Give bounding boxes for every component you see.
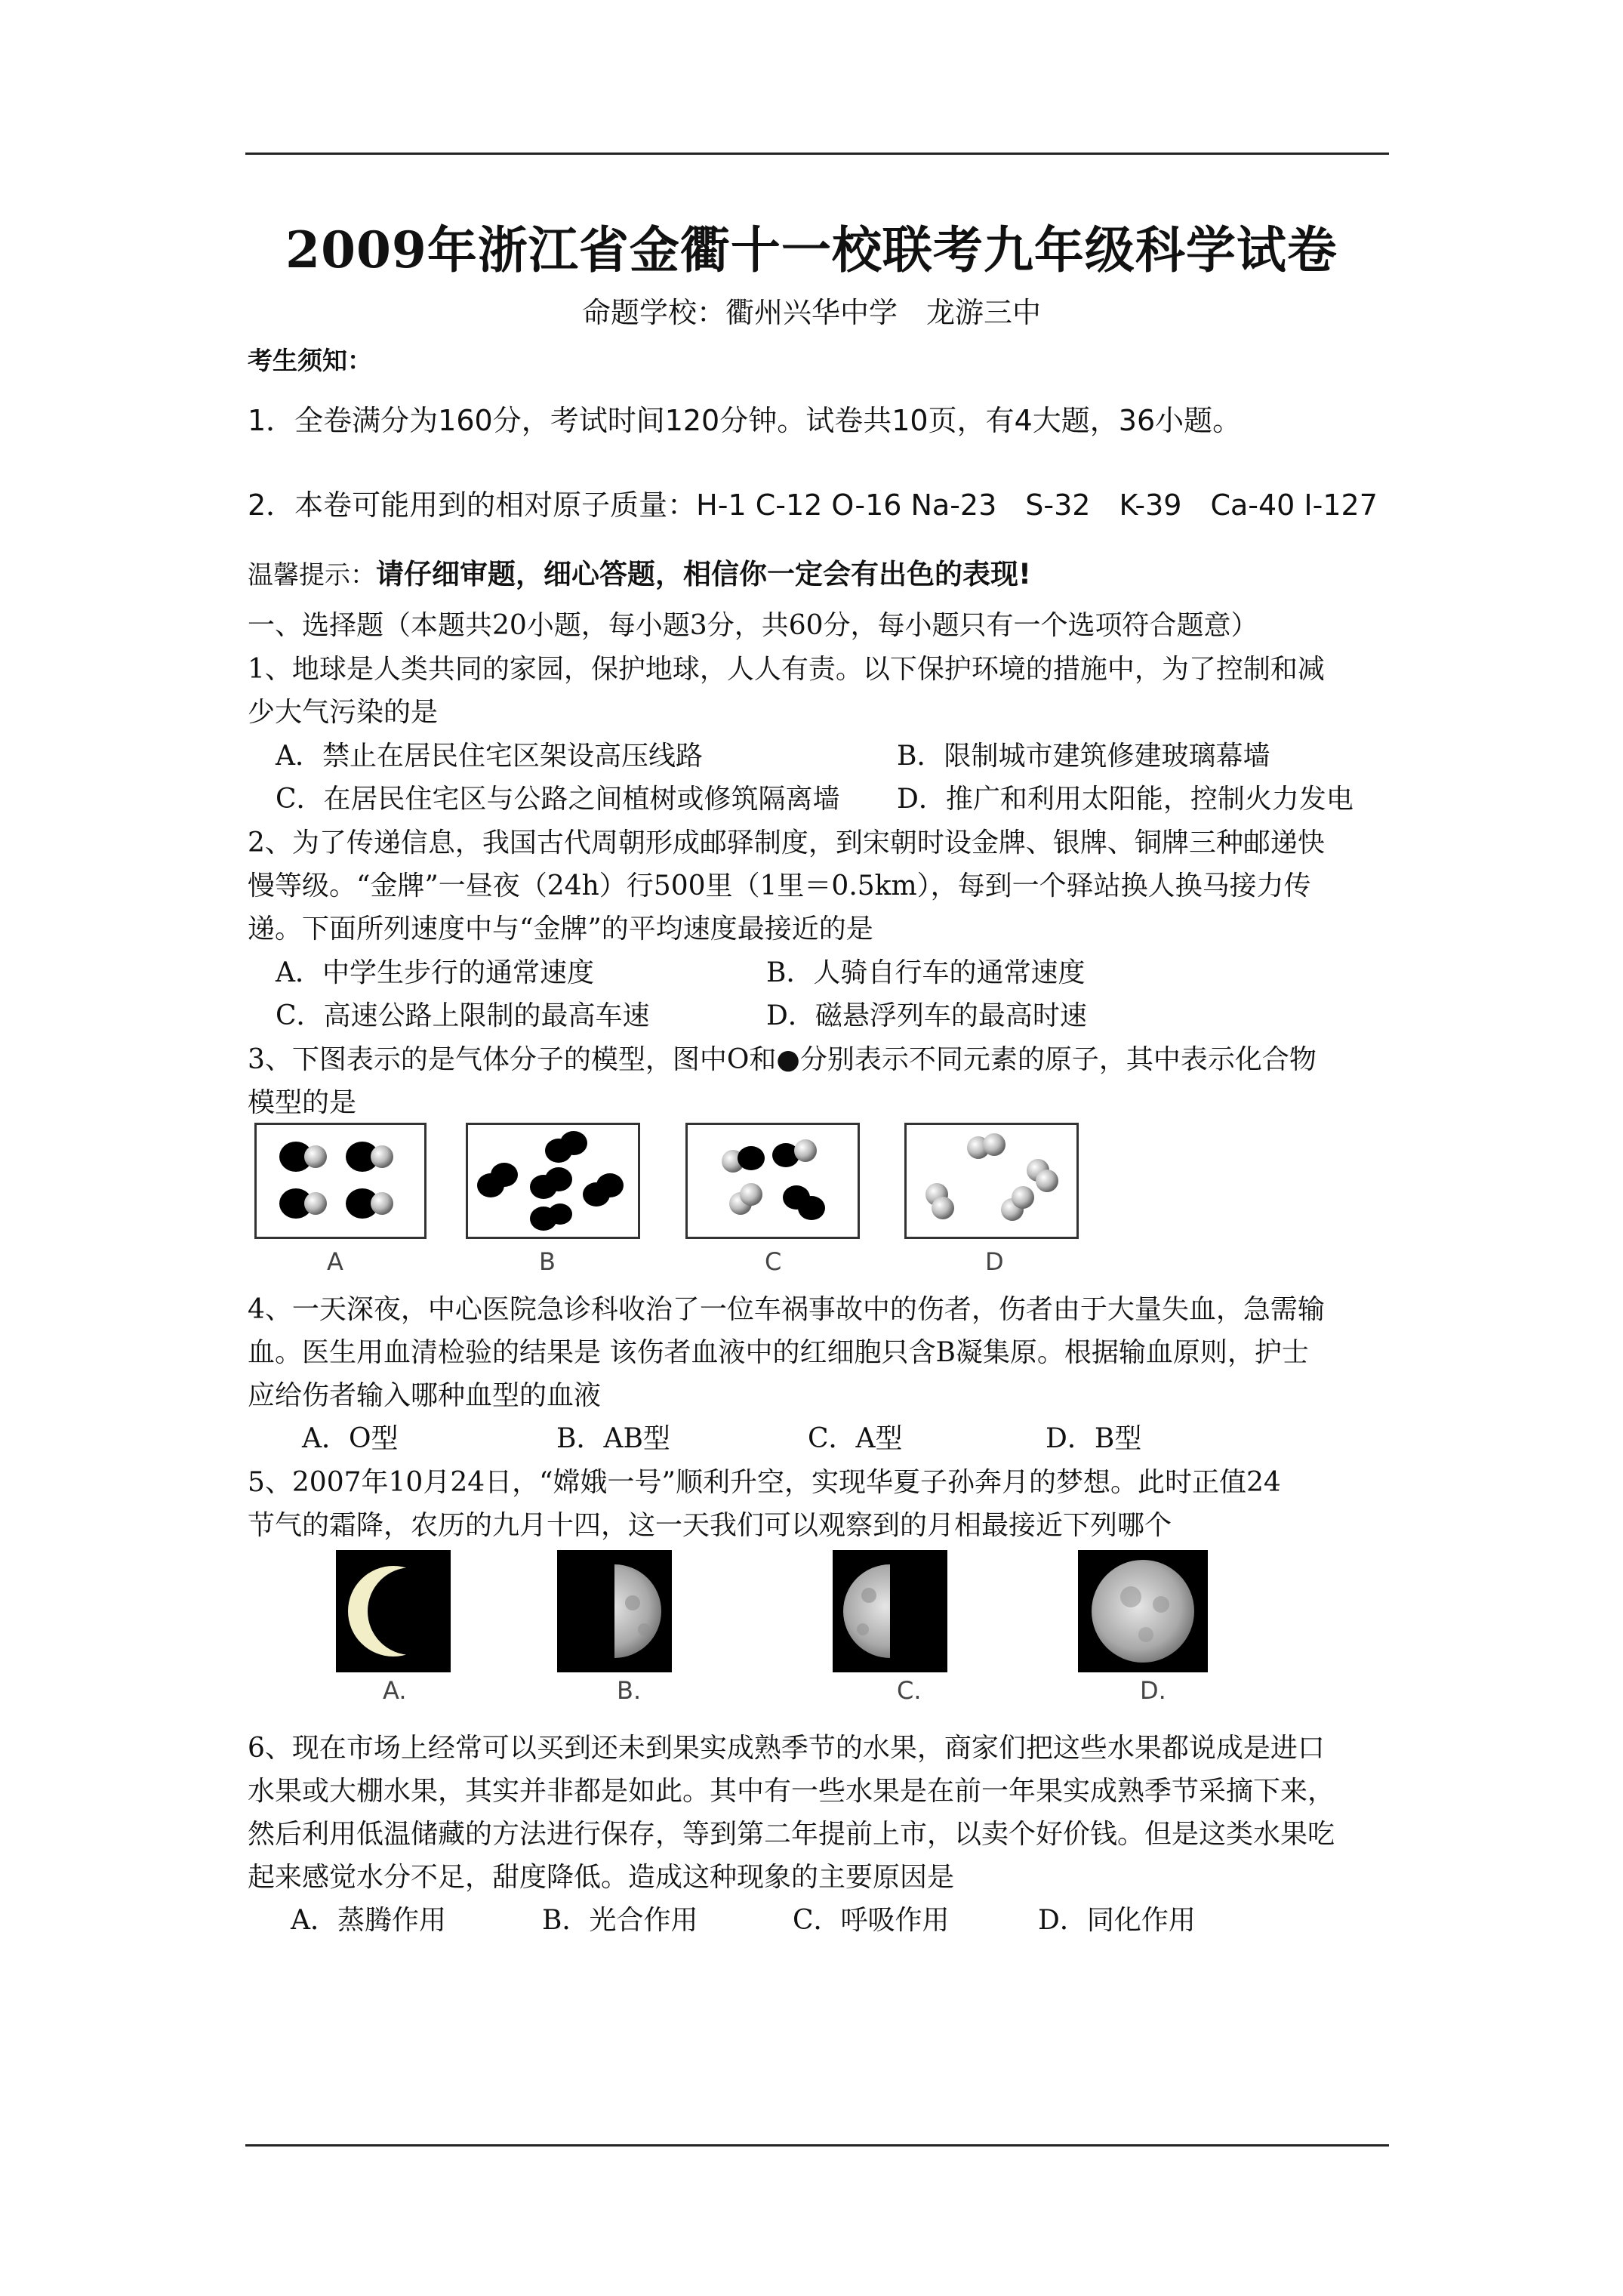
molecule-a-4 <box>346 1188 393 1219</box>
molecule-d-2 <box>1027 1159 1058 1192</box>
tip-label: 温馨提示： <box>248 560 376 590</box>
q3-stem-line2: 模型的是 <box>248 1087 357 1118</box>
q4-stem-line3: 应给伤者输入哪种血型的血液 <box>248 1380 602 1411</box>
molecule-label-a: A <box>327 1247 343 1276</box>
moon-phase-b <box>557 1550 672 1672</box>
molecule-b-3 <box>530 1167 572 1199</box>
q1-stem-line2: 少大气污染的是 <box>248 697 439 728</box>
molecule-a-graphic <box>257 1125 424 1237</box>
header-rule <box>245 153 1389 155</box>
molecule-b-5 <box>530 1203 572 1231</box>
molecule-c-1 <box>722 1146 765 1173</box>
q4-stem-line2: 血。医生用血清检验的结果是 该伤者血液中的红细胞只含B凝集原。根据输血原则，护士 <box>248 1337 1309 1368</box>
q6-stem-line1: 6、现在市场上经常可以买到还未到果实成熟季节的水果，商家们把这些水果都说成是进口 <box>248 1733 1325 1764</box>
q2-option-b: B．人骑自行车的通常速度 <box>766 957 1086 988</box>
molecule-diagram-c <box>685 1123 860 1239</box>
molecule-c-3 <box>729 1183 762 1215</box>
moon-label-a: A. <box>383 1676 407 1705</box>
molecule-a-2 <box>346 1142 393 1172</box>
q2-stem-line1: 2、为了传递信息，我国古代周朝形成邮驿制度，到宋朝时设金牌、银牌、铜牌三种邮递快 <box>248 827 1325 858</box>
q1-option-d: D．推广和利用太阳能，控制火力发电 <box>897 784 1354 815</box>
section-heading: 一、选择题（本题共20小题，每小题3分，共60分，每小题只有一个选项符合题意） <box>248 610 1258 641</box>
q6-option-b: B．光合作用 <box>542 1905 698 1936</box>
molecule-d-1 <box>967 1133 1006 1159</box>
q6-stem-line4: 起来感觉水分不足，甜度降低。造成这种现象的主要原因是 <box>248 1862 955 1893</box>
notice-item-2: 2．本卷可能用到的相对原子质量：H-1 C-12 O-16 Na-23 S-32 K-39 Ca-40 I-127 <box>248 488 1378 522</box>
moon-phase-d <box>1078 1550 1208 1672</box>
q6-stem-line3: 然后利用低温储藏的方法进行保存，等到第二年提前上市，以卖个好价钱。但是这类水果吃 <box>248 1819 1335 1850</box>
molecule-c-4 <box>783 1185 825 1220</box>
footer-rule <box>245 2144 1389 2147</box>
molecule-label-c: C <box>765 1247 782 1276</box>
molecule-b-4 <box>583 1173 624 1207</box>
molecule-diagram-a <box>254 1123 427 1239</box>
q1-stem-line1: 1、地球是人类共同的家园，保护地球，人人有责。以下保护环境的措施中，为了控制和减 <box>248 654 1325 685</box>
molecule-c-2 <box>772 1139 817 1167</box>
moon-b-graphic <box>557 1550 672 1672</box>
moon-phase-c <box>833 1550 947 1672</box>
molecule-d-3 <box>925 1183 954 1219</box>
q6-option-d: D．同化作用 <box>1038 1905 1196 1936</box>
molecule-a-3 <box>279 1188 327 1219</box>
q4-option-d: D．B型 <box>1046 1423 1142 1454</box>
q4-stem-line1: 4、一天深夜，中心医院急诊科收治了一位车祸事故中的伤者，伤者由于大量失血，急需输 <box>248 1294 1325 1325</box>
page-title: 2009年浙江省金衢十一校联考九年级科学试卷 <box>285 220 1338 279</box>
moon-a-graphic <box>336 1550 451 1672</box>
moon-label-b: B. <box>617 1676 642 1705</box>
q6-option-a: A．蒸腾作用 <box>291 1905 446 1936</box>
molecule-b-graphic <box>468 1125 638 1237</box>
molecule-d-4 <box>1001 1186 1034 1221</box>
tip-text: 请仔细审题，细心答题，相信你一定会有出色的表现! <box>376 558 1031 590</box>
q2-stem-line2: 慢等级。“金牌”一昼夜（24h）行500里（1里＝0.5km），每到一个驿站换人换马接力传 <box>248 871 1311 901</box>
q6-option-c: C．呼吸作用 <box>793 1905 950 1936</box>
q2-option-c: C．高速公路上限制的最高车速 <box>276 1000 650 1031</box>
molecule-b-1 <box>477 1163 518 1197</box>
molecule-c-graphic <box>688 1125 858 1237</box>
molecule-diagram-d <box>904 1123 1079 1239</box>
notice-heading: 考生须知： <box>248 346 372 375</box>
tip <box>248 551 1031 592</box>
moon-c-graphic <box>833 1550 947 1672</box>
molecule-a-1 <box>279 1142 327 1172</box>
q1-option-c: C．在居民住宅区与公路之间植树或修筑隔离墙 <box>276 784 840 815</box>
molecule-b-2 <box>545 1131 587 1163</box>
molecule-label-b: B <box>539 1247 556 1276</box>
moon-label-d: D. <box>1140 1676 1166 1705</box>
q1-option-a: A．禁止在居民住宅区架设高压线路 <box>276 741 703 772</box>
q1-option-b: B．限制城市建筑修建玻璃幕墙 <box>897 741 1270 772</box>
q6-stem-line2: 水果或大棚水果，其实并非都是如此。其中有一些水果是在前一年果实成熟季节采摘下来， <box>248 1776 1335 1807</box>
q2-option-a: A．中学生步行的通常速度 <box>276 957 594 988</box>
moon-label-c: C. <box>897 1676 922 1705</box>
moon-d-graphic <box>1078 1550 1208 1672</box>
molecule-label-d: D <box>985 1247 1004 1276</box>
moon-phase-a <box>336 1550 451 1672</box>
q5-stem-line1: 5、2007年10月24日，“嫦娥一号”顺利升空，实现华夏子孙奔月的梦想。此时正值24 <box>248 1467 1281 1498</box>
q3-stem-line1: 3、下图表示的是气体分子的模型，图中O和●分别表示不同元素的原子，其中表示化合物 <box>248 1044 1317 1075</box>
q4-option-c: C．A型 <box>808 1423 903 1454</box>
q4-option-b: B．AB型 <box>556 1423 670 1454</box>
molecule-diagram-b <box>466 1123 640 1239</box>
q2-option-d: D．磁悬浮列车的最高时速 <box>766 1000 1087 1031</box>
molecule-d-graphic <box>907 1125 1076 1237</box>
notice-item-1: 1．全卷满分为160分，考试时间120分钟。试卷共10页，有4大题，36小题。 <box>248 404 1242 437</box>
q4-option-a: A．O型 <box>302 1423 399 1454</box>
page-subtitle: 命题学校：衢州兴华中学 龙游三中 <box>581 296 1041 329</box>
q5-stem-line2: 节气的霜降，农历的九月十四，这一天我们可以观察到的月相最接近下列哪个 <box>248 1510 1172 1541</box>
q2-stem-line3: 递。下面所列速度中与“金牌”的平均速度最接近的是 <box>248 914 873 945</box>
